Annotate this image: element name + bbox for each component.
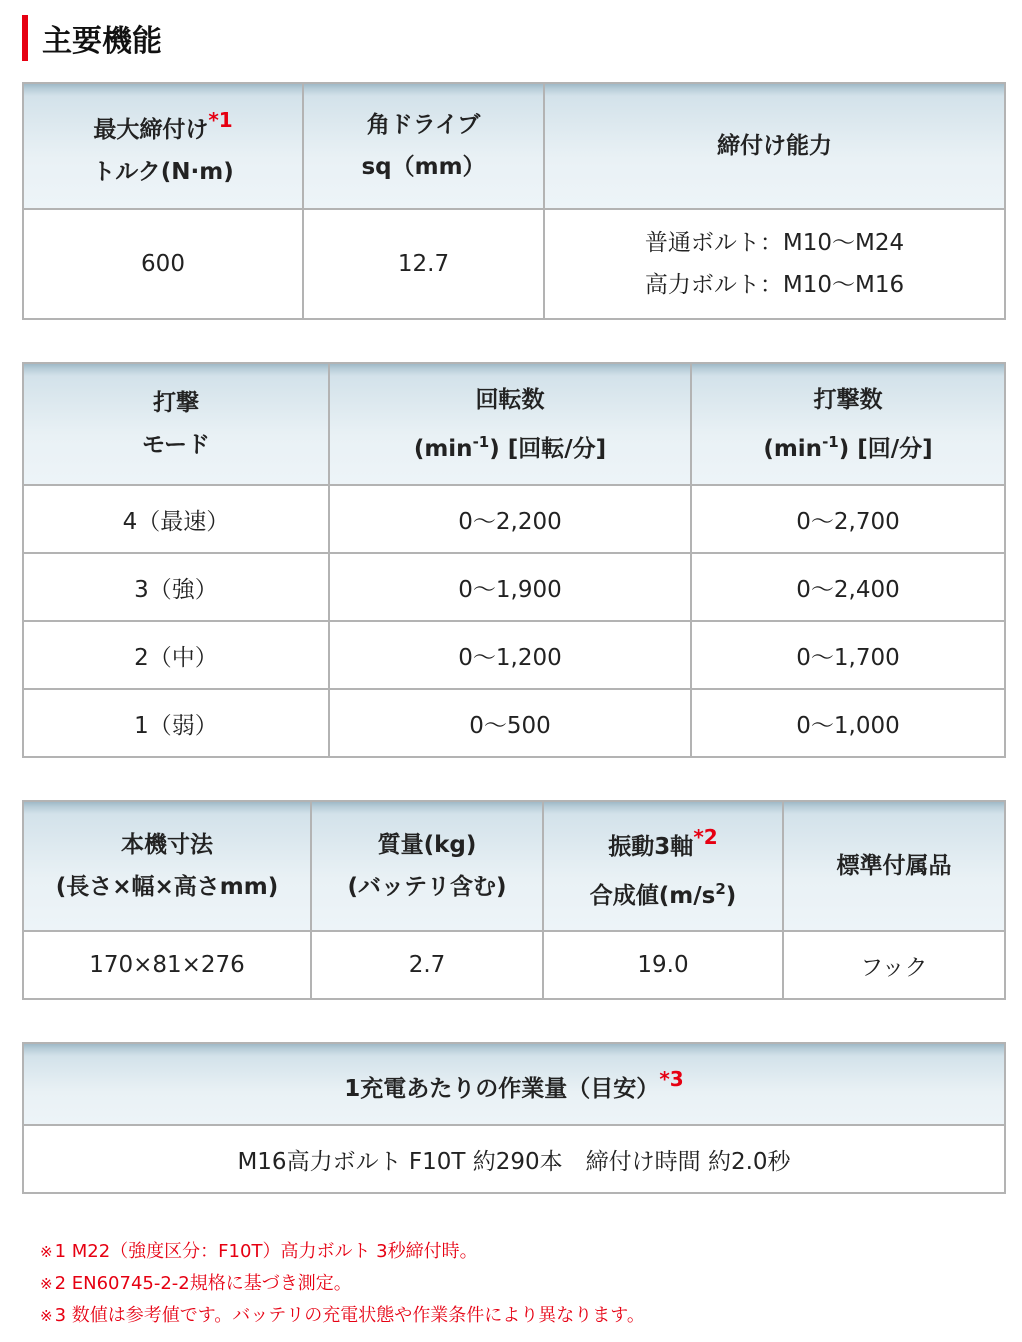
cell-fastening-capacity: 普通ボルト：M10〜M24 高力ボルト：M10〜M16 (544, 209, 1005, 319)
table-row (23, 689, 1005, 757)
table-header-row (23, 801, 1005, 931)
cell-work-per-charge: M16高力ボルト F10T 約290本 締付け時間 約2.0秒 (23, 1125, 1005, 1193)
header-impact-rate: 打撃数 $(\min^{-1})$ [回/分] (691, 363, 1005, 485)
cell-vibration: 19.0 (543, 931, 783, 999)
section-heading (22, 14, 162, 62)
spec-table-impact-modes (22, 362, 1006, 758)
cell-dimensions: 170×81×276 (23, 931, 311, 999)
cell-ipm: 0〜1,000 (691, 689, 1005, 757)
table-row (23, 1125, 1005, 1193)
cell-ipm: 0〜2,400 (691, 553, 1005, 621)
footnote-1: ※ 1 M22（強度区分：F10T）高力ボルト 3秒締付時。 (40, 1241, 478, 1262)
header-rotation-speed: 回転数 $(\min^{-1})$ [回転/分] (329, 363, 691, 485)
table-row (23, 931, 1005, 999)
spec-table-torque (22, 82, 1006, 320)
table-header-row (23, 363, 1005, 485)
header-square-drive: 角ドライブ sq（mm） (303, 83, 544, 209)
cell-max-torque: 600 (23, 209, 303, 319)
header-standard-accessory: 標準付属品 (783, 801, 1005, 931)
header-dimensions: 本機寸法 (長さ×幅×高さmm) (23, 801, 311, 931)
header-mass: 質量(kg) (バッテリ含む) (311, 801, 543, 931)
cell-standard-accessory: フック (783, 931, 1005, 999)
heading-accent-bar (22, 15, 28, 61)
spec-table-work-per-charge (22, 1042, 1006, 1194)
header-vibration: 振動3軸*2 合成値$(m/s^2)$ (543, 801, 783, 931)
cell-ipm: 0〜1,700 (691, 621, 1005, 689)
header-impact-mode: 打撃 モード (23, 363, 329, 485)
header-fastening-capacity: 締付け能力 (544, 83, 1005, 209)
footnote-2: ※ 2 EN60745-2-2規格に基づき測定。 (40, 1273, 352, 1294)
cell-rpm: 0〜1,200 (329, 621, 691, 689)
table-row (23, 621, 1005, 689)
spec-table-dimensions (22, 800, 1006, 1000)
page-title: 主要機能 (42, 24, 162, 59)
table-row (23, 553, 1005, 621)
table-row (23, 485, 1005, 553)
table-row (23, 209, 1005, 319)
cell-rpm: 0〜1,900 (329, 553, 691, 621)
cell-rpm: 0〜500 (329, 689, 691, 757)
cell-ipm: 0〜2,700 (691, 485, 1005, 553)
cell-mode: 1（弱） (23, 689, 329, 757)
header-work-per-charge: 1充電あたりの作業量（目安）*3 (23, 1043, 1005, 1125)
cell-mode: 2（中） (23, 621, 329, 689)
cell-mode: 4（最速） (23, 485, 329, 553)
cell-mass: 2.7 (311, 931, 543, 999)
cell-mode: 3（強） (23, 553, 329, 621)
table-header-row (23, 83, 1005, 209)
cell-rpm: 0〜2,200 (329, 485, 691, 553)
table-header-row (23, 1043, 1005, 1125)
cell-square-drive: 12.7 (303, 209, 544, 319)
footnote-mark-1: *1 (208, 108, 233, 132)
header-max-torque: 最大締付け*1 トルク(N·m) (23, 83, 303, 209)
footnote-mark-2: *2 (693, 824, 718, 849)
footnote-mark-3: *3 (659, 1067, 684, 1091)
footnote-3: ※ 3 数値は参考値です。バッテリの充電状態や作業条件により異なります。 (40, 1305, 645, 1326)
footnotes (40, 1236, 645, 1332)
